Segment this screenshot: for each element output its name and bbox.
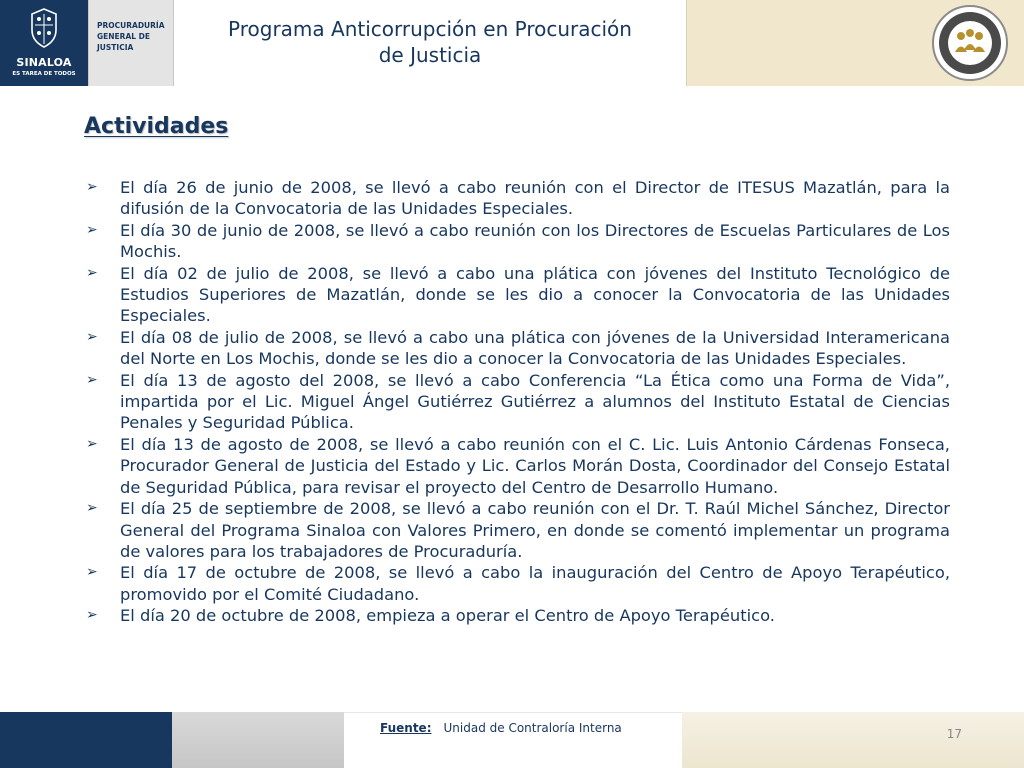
institution-line: GENERAL DE: [97, 32, 150, 41]
footer-beige-band: [682, 712, 1024, 768]
institution-name: [97, 20, 171, 53]
slide-header: [0, 0, 1024, 86]
arrow-bullet-icon: ➢: [86, 607, 98, 624]
activity-item: [86, 220, 950, 263]
seal-block: [686, 0, 1024, 86]
activity-item: [86, 370, 950, 434]
activities-list: [86, 177, 950, 627]
source-note: [380, 721, 622, 735]
slide-title-line: de Justicia: [378, 43, 482, 67]
activity-item: [86, 434, 950, 498]
footer-grey-band: [172, 712, 344, 768]
source-text: Unidad de Contraloría Interna: [443, 721, 622, 735]
footer-source-area: [344, 712, 682, 768]
slide-title: [174, 16, 686, 68]
activity-text: El día 17 de octubre de 2008, se llevó a cabo la inauguración del Centro de Apoyo Terapéutico, promovido por el Comité Ciudadano.: [120, 563, 950, 604]
activity-text: El día 20 de octubre de 2008, empieza a operar el Centro de Apoyo Terapéutico.: [120, 606, 775, 626]
activity-text: El día 25 de septiembre de 2008, se llevó a cabo reunión con el Dr. T. Raúl Michel Sánchez, Director General del Programa Sinaloa con Valores Primero, en donde se comentó implementar un programa de valores para los trabajadores de Procuraduría.: [120, 499, 950, 561]
activity-item: [86, 263, 950, 327]
arrow-bullet-icon: ➢: [86, 264, 98, 281]
source-label: Fuente:: [380, 721, 432, 735]
arrow-bullet-icon: ➢: [86, 371, 98, 388]
slide-title-line: Programa Anticorrupción en Procuración: [228, 17, 632, 41]
arrow-bullet-icon: ➢: [86, 435, 98, 452]
arrow-bullet-icon: ➢: [86, 500, 98, 517]
activity-item: [86, 177, 950, 220]
activity-item: [86, 562, 950, 605]
coat-of-arms-icon: [30, 8, 58, 48]
activity-text: El día 02 de julio de 2008, se llevó a cabo una plática con jóvenes del Instituto Tecnológico de Estudios Superiores de Mazatlán, donde se les dio a conocer la Convocatoria de las Unidades Especiales.: [120, 263, 950, 326]
slide-footer: [0, 712, 1024, 768]
activity-item: [86, 327, 950, 370]
activity-text: El día 26 de junio de 2008, se llevó a cabo reunión con el Director de ITESUS Mazatlán, para la difusión de la Convocatoria de las Unidades Especiales.: [120, 178, 950, 219]
institutional-seal-icon: [931, 4, 1009, 82]
activity-item: [86, 605, 950, 626]
activity-text: El día 08 de julio de 2008, se llevó a cabo una plática con jóvenes de la Universidad Interamericana del Norte en Los Mochis, donde se les dio a conocer la Convocatoria de las Unidades Especiales.: [120, 327, 950, 369]
arrow-bullet-icon: ➢: [86, 564, 98, 581]
activity-text: El día 13 de agosto de 2008, se llevó a cabo reunión con el C. Lic. Luis Antonio Cárdenas Fonseca, Procurador General de Justicia del Estado y Lic. Carlos Morán Dosta, Coordinador del Consejo Estatal de Seguridad Pública, para revisar el proyecto del Centro de Desarrollo Humano.: [120, 434, 950, 497]
logo-tagline: ES TAREA DE TODOS: [12, 71, 76, 77]
institution-line: PROCURADURÍA: [97, 21, 165, 30]
institution-block: [88, 0, 174, 86]
arrow-bullet-icon: ➢: [86, 221, 98, 238]
footer-navy-band: [0, 712, 172, 768]
activity-text: El día 30 de junio de 2008, se llevó a cabo reunión con los Directores de Escuelas Particulares de Los Mochis.: [120, 220, 950, 262]
title-block: [174, 0, 686, 86]
activity-item: [86, 498, 950, 562]
activity-text: El día 13 de agosto del 2008, se llevó a cabo Conferencia “La Ética como una Forma de Vida”, impartida por el Lic. Miguel Ángel Gutiérrez Gutiérrez a alumnos del Instituto Estatal de Ciencias Penales y Seguridad Pública.: [120, 370, 950, 433]
sinaloa-logo: [0, 0, 88, 86]
section-title: Actividades: [84, 114, 229, 139]
logo-name: SINALOA: [16, 56, 72, 69]
institution-line: JUSTICIA: [97, 43, 134, 52]
page-number: 17: [946, 727, 962, 741]
arrow-bullet-icon: ➢: [86, 179, 98, 195]
arrow-bullet-icon: ➢: [86, 328, 98, 345]
